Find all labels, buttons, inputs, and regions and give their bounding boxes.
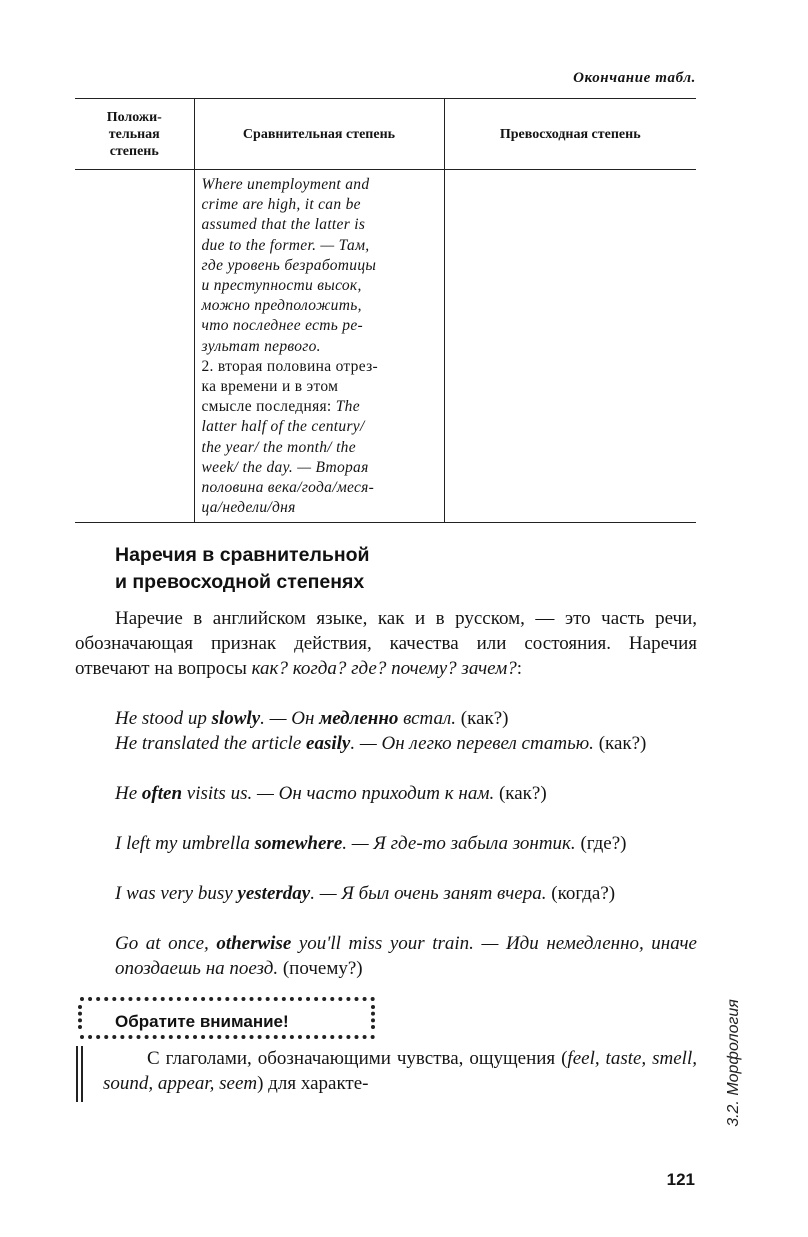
intro-questions: как? когда? где? почему? зачем? [251, 658, 517, 679]
example-sentence: I was very busy yesterday. — Я был очень занят вчера. (когда?) [115, 883, 616, 904]
note-text [103, 1046, 697, 1096]
example-sentence: He stood up slowly. — Он медленно встал. (как?) [115, 708, 509, 729]
cell-superlative [444, 170, 696, 523]
cell-line: assumed that the latter is [201, 216, 366, 234]
table-caption: Окончание табл. [573, 70, 696, 86]
cell-line: Where unemployment and [201, 176, 370, 193]
cell-line: зультат первого. [201, 337, 321, 355]
page-number: 121 [666, 1170, 695, 1189]
note-text-start: С глаголами, обозначающими чувства, ощущения ( [147, 1048, 568, 1069]
example-sentence: He translated the article easily. — Он легко перевел статью. (как?) [115, 733, 647, 754]
note-title: Обратите внимание! [115, 1012, 289, 1031]
example-sentence: He often visits us. — Он часто приходит к нам. (как?) [115, 783, 547, 804]
table-header-row [75, 99, 696, 170]
note-border-right [371, 1005, 375, 1029]
table-row [75, 170, 696, 523]
header-comparative: Сравнительная степень [194, 99, 444, 170]
intro-colon: : [516, 658, 523, 679]
comparison-table [75, 98, 696, 523]
cell-line: latter half of the century/ [201, 418, 365, 436]
note-border-bottom [80, 1035, 375, 1039]
cell-positive [75, 170, 194, 523]
header-positive [75, 99, 194, 170]
cell-line: где уровень безработицы [201, 256, 377, 274]
note-margin-bars [76, 1046, 84, 1102]
note-verbs: feel, taste, smell, sound, appear, seem [103, 1048, 697, 1094]
cell-line: ца/недели/дня [201, 499, 296, 517]
cell-line: the year/ the month/ the [201, 438, 356, 456]
cell-line: смысле последняя: The [201, 398, 360, 416]
intro-text: Наречие в английском языке, как и в русском, — это часть речи, обозначающая признак действия, качества или состояния. Наречия отвечают на вопросы [75, 608, 697, 679]
cell-comparative [194, 170, 444, 523]
cell-line: due to the former. — Там, [201, 236, 370, 254]
section-heading-line: Наречия в сравнительной [115, 544, 370, 566]
side-label-text: 3.2. Морфология [725, 999, 742, 1127]
cell-line: что последнее есть ре- [201, 317, 363, 335]
cell-line: 2. вторая половина отрез- [201, 357, 378, 375]
header-positive-line: степень [109, 143, 159, 159]
note-border-left [78, 1005, 82, 1029]
section-heading-line: и превосходной степенях [115, 571, 365, 593]
header-positive-line: Положи- [106, 109, 162, 125]
cell-line: ка времени и в этом [201, 378, 339, 396]
section-heading [115, 542, 370, 596]
intro-paragraph [75, 606, 697, 681]
cell-line: можно предположить, [201, 297, 362, 315]
cell-line: crime are high, it can be [201, 196, 361, 214]
example-sentence: Go at once, otherwise you'll miss your train. — Иди немедленно, иначе опоздаешь на поезд. (почему?) [115, 933, 697, 979]
header-superlative: Превосходная степень [444, 99, 696, 170]
example-sentence: I left my umbrella somewhere. — Я где-то забыла зонтик. (где?) [115, 833, 627, 854]
note-border-top [80, 997, 375, 1001]
note-text-end: ) для характе- [257, 1073, 369, 1094]
header-positive-line: тельная [108, 126, 160, 142]
cell-line: week/ the day. — Вторая [201, 458, 369, 476]
cell-line: и преступности высок, [201, 277, 362, 295]
side-label [722, 968, 746, 1158]
cell-line: половина века/года/меся- [201, 479, 375, 497]
cell-comparative-text [195, 170, 444, 518]
